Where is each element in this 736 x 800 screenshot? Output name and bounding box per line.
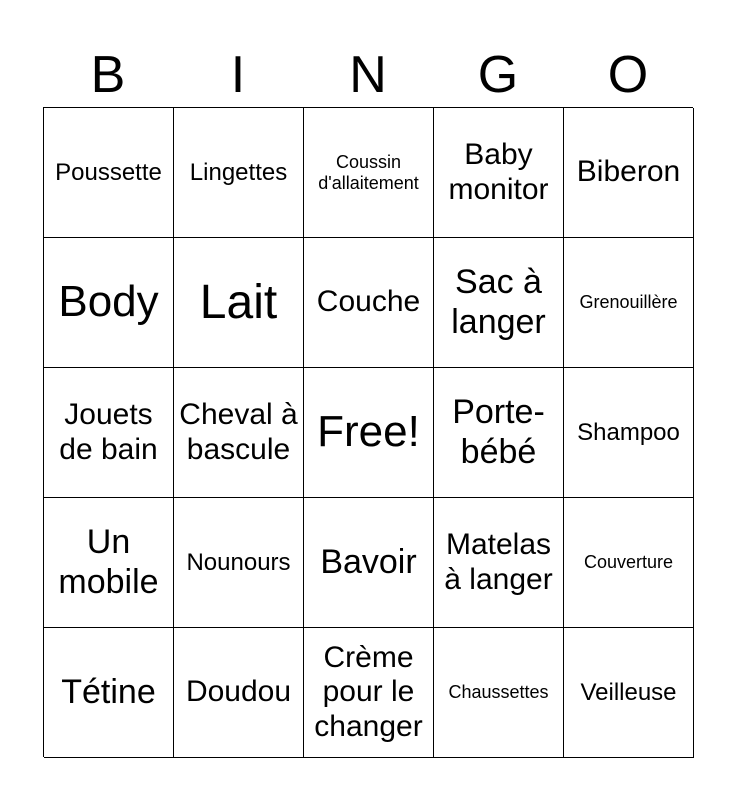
bingo-cell[interactable]: Un mobile xyxy=(44,498,174,628)
header-letter-i: I xyxy=(230,46,246,104)
bingo-cell[interactable]: Crème pour le changer xyxy=(304,628,434,758)
free-space-cell[interactable]: Free! xyxy=(304,368,434,498)
bingo-cell[interactable]: Couverture xyxy=(564,498,694,628)
bingo-cell[interactable]: Porte-bébé xyxy=(434,368,564,498)
bingo-cell[interactable]: Poussette xyxy=(44,108,174,238)
bingo-cell[interactable]: Couche xyxy=(304,238,434,368)
bingo-cell[interactable]: Shampoo xyxy=(564,368,694,498)
header-letter-o: O xyxy=(607,46,649,104)
bingo-cell[interactable]: Bavoir xyxy=(304,498,434,628)
bingo-cell[interactable]: Sac à langer xyxy=(434,238,564,368)
bingo-cell[interactable]: Tétine xyxy=(44,628,174,758)
header-letter-g: G xyxy=(477,46,519,104)
bingo-cell[interactable]: Doudou xyxy=(174,628,304,758)
bingo-cell[interactable]: Lait xyxy=(174,238,304,368)
header-letter-n: N xyxy=(349,46,387,104)
bingo-cell[interactable]: Biberon xyxy=(564,108,694,238)
bingo-cell[interactable]: Veilleuse xyxy=(564,628,694,758)
bingo-cell[interactable]: Lingettes xyxy=(174,108,304,238)
bingo-cell[interactable]: Nounours xyxy=(174,498,304,628)
bingo-cell[interactable]: Jouets de bain xyxy=(44,368,174,498)
bingo-cell[interactable]: Cheval à bascule xyxy=(174,368,304,498)
bingo-cell[interactable]: Matelas à langer xyxy=(434,498,564,628)
bingo-cell[interactable]: Baby monitor xyxy=(434,108,564,238)
header-letter-b: B xyxy=(90,46,126,104)
bingo-card xyxy=(43,107,693,757)
bingo-cell[interactable]: Coussin d'allaitement xyxy=(304,108,434,238)
bingo-cell[interactable]: Body xyxy=(44,238,174,368)
bingo-cell[interactable]: Chaussettes xyxy=(434,628,564,758)
bingo-header xyxy=(43,42,693,108)
bingo-cell[interactable]: Grenouillère xyxy=(564,238,694,368)
